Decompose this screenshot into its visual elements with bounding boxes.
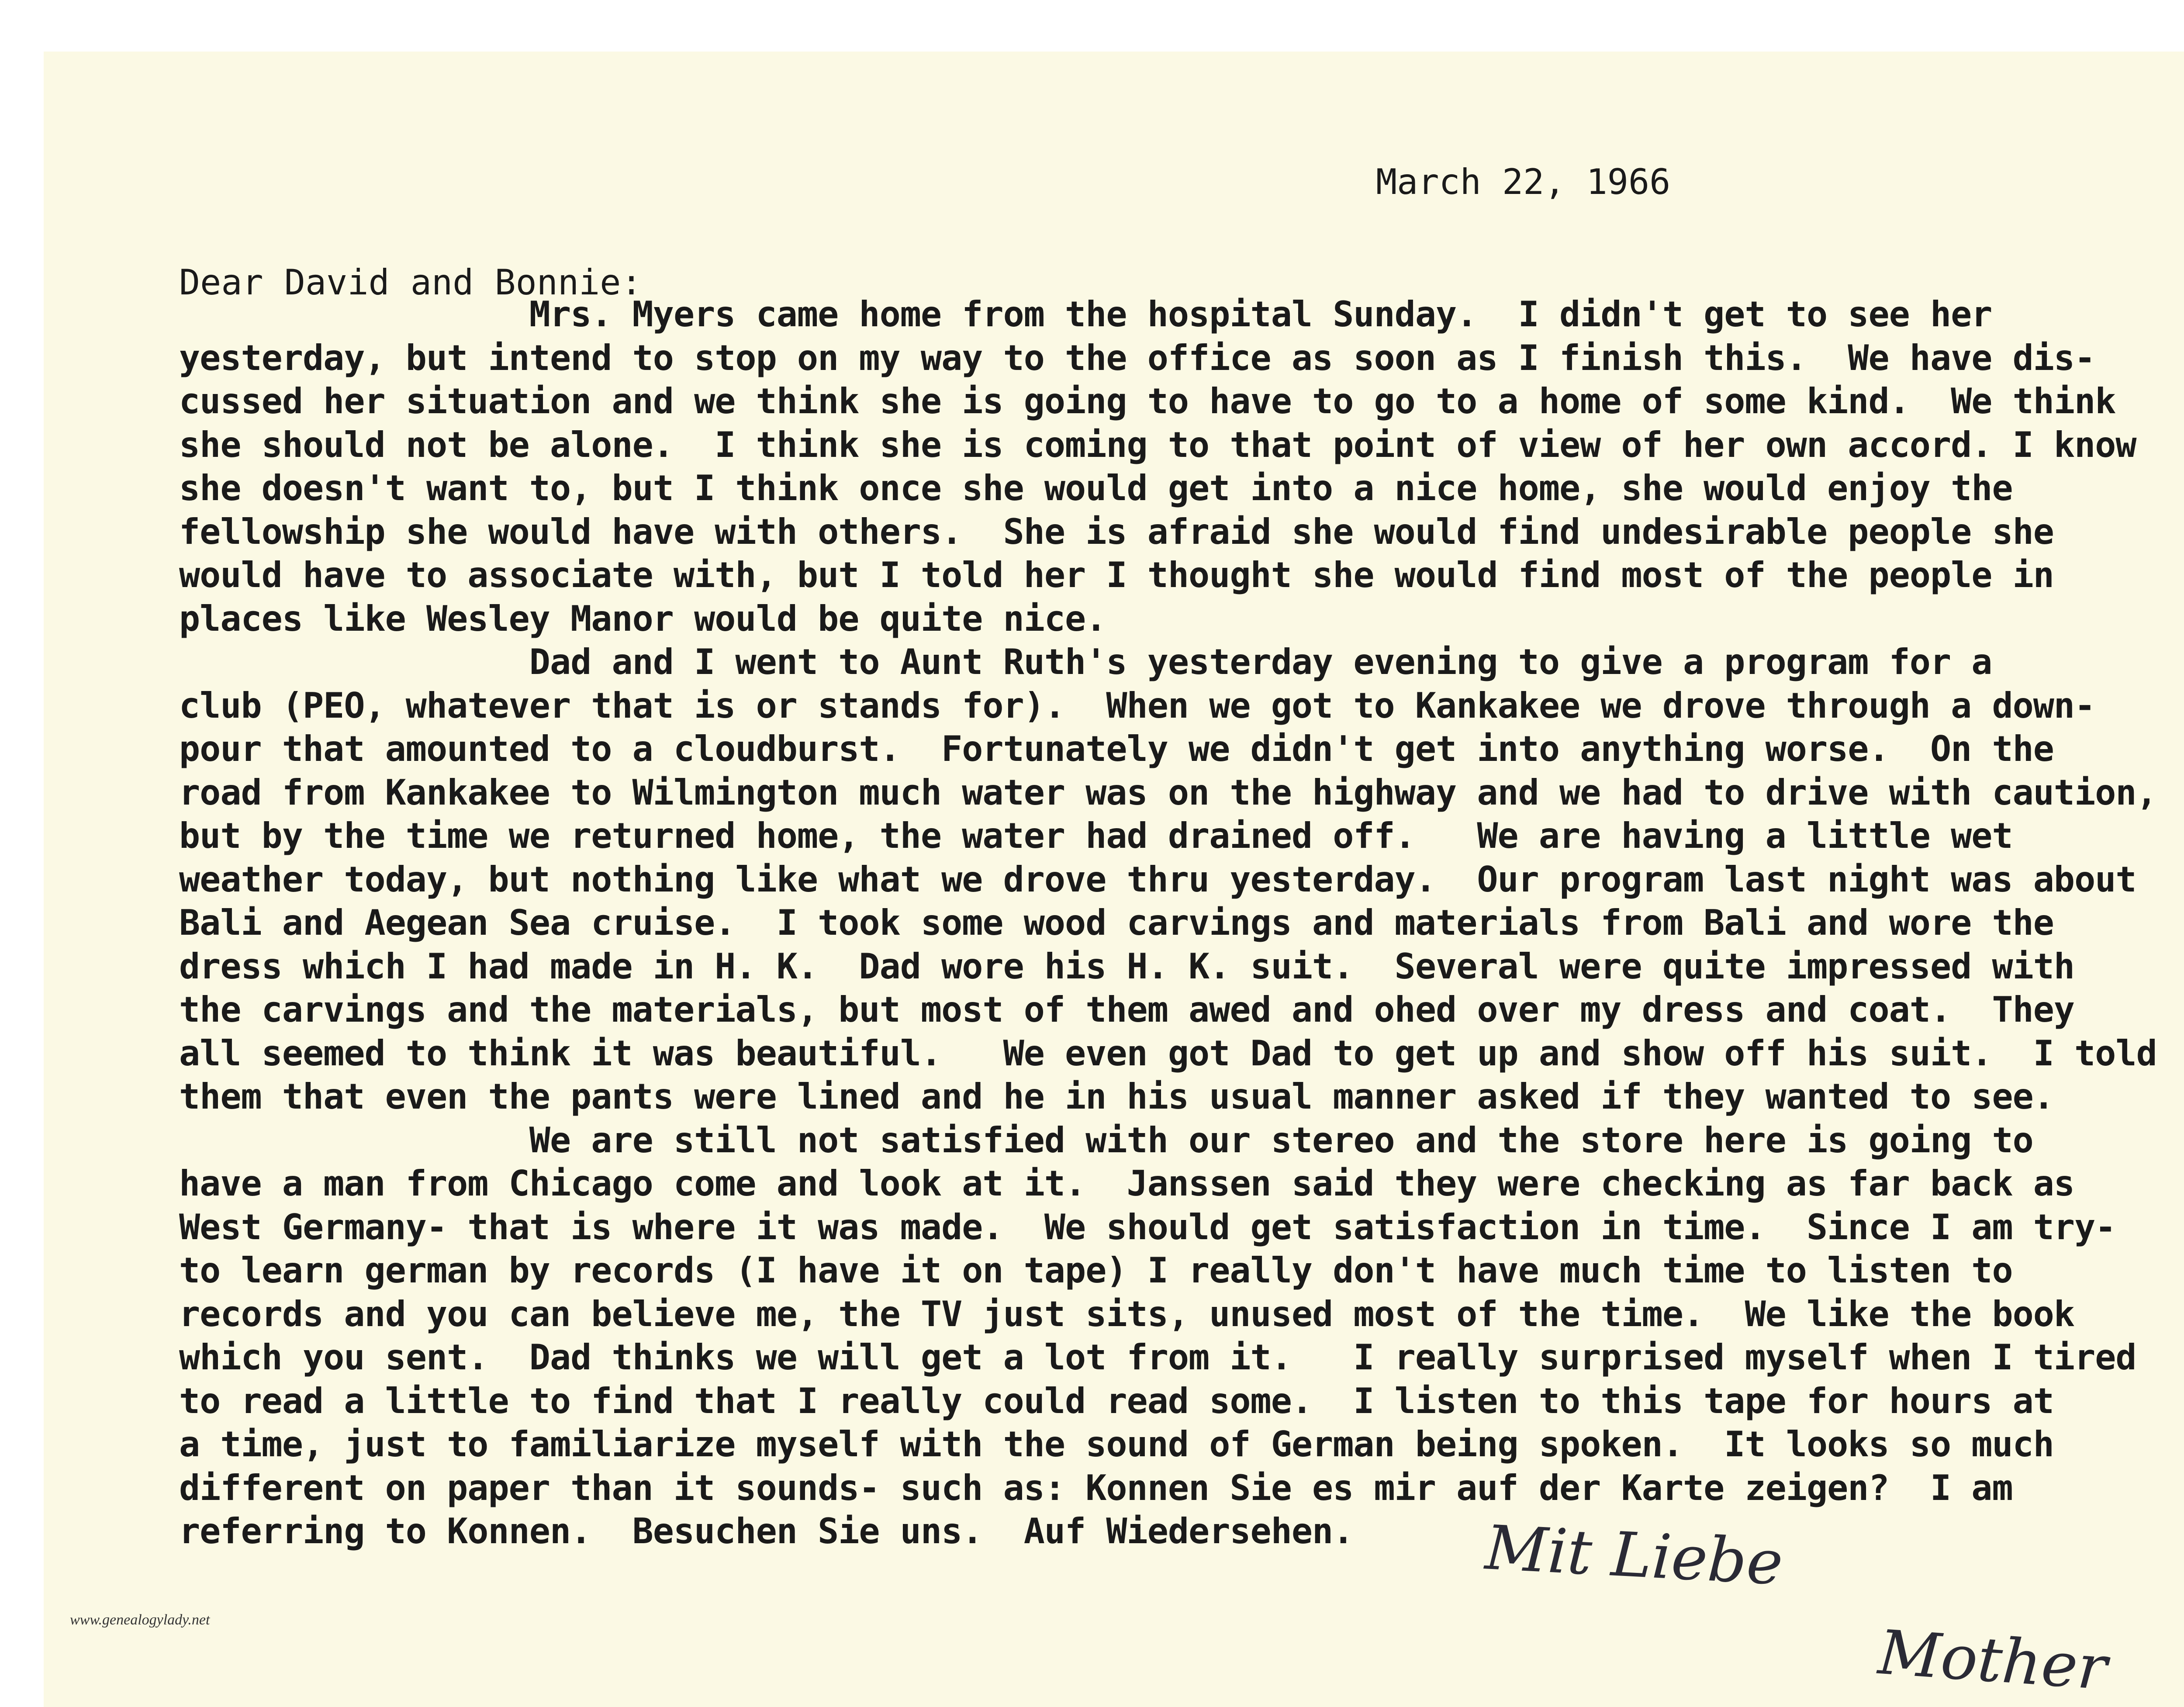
letter-line: but by the time we returned home, the water had drained off. We are having a little wet xyxy=(179,815,2013,856)
letter-line: weather today, but nothing like what we drove thru yesterday. Our program last night was about xyxy=(179,859,2136,900)
letter-line: records and you can believe me, the TV just sits, unused most of the time. We like the book xyxy=(179,1293,2075,1334)
watermark: www.genealogylady.net xyxy=(70,1612,210,1628)
letter-line: them that even the pants were lined and he in his usual manner asked if they wanted to see. xyxy=(179,1076,2054,1117)
handwritten-signature: Mother xyxy=(1876,1617,2109,1704)
letter-line: have a man from Chicago come and look at it. Janssen said they were checking as far back as xyxy=(179,1163,2075,1204)
letter-line: We are still not satisfied with our stereo and the store here is going to xyxy=(179,1120,2033,1161)
letter-line: which you sent. Dad thinks we will get a lot from it. I really surprised myself when I tired xyxy=(179,1337,2136,1378)
letter-line: road from Kankakee to Wilmington much water was on the highway and we had to drive with caution, xyxy=(179,772,2157,813)
letter-line: the carvings and the materials, but most of them awed and ohed over my dress and coat. They xyxy=(179,989,2075,1030)
letter-line: Bali and Aegean Sea cruise. I took some wood carvings and materials from Bali and wore the xyxy=(179,902,2054,943)
letter-line: dress which I had made in H. K. Dad wore his H. K. suit. Several were quite impressed with xyxy=(179,946,2075,987)
letter-line: all seemed to think it was beautiful. We even got Dad to get up and show off his suit. I told xyxy=(179,1033,2157,1074)
letter-line: pour that amounted to a cloudburst. Fortunately we didn't get into anything worse. On the xyxy=(179,729,2054,769)
salutation: Dear David and Bonnie: xyxy=(179,262,642,303)
letter-line: Dad and I went to Aunt Ruth's yesterday evening to give a program for a xyxy=(179,642,1992,682)
letter-line: would have to associate with, but I told her I thought she would find most of the people in xyxy=(179,555,2054,595)
letter-line: yesterday, but intend to stop on my way to the office as soon as I finish this. We have dis- xyxy=(179,337,2095,378)
letter-line: she doesn't want to, but I think once she would get into a nice home, she would enjoy the xyxy=(179,468,2013,508)
letter-line: referring to Konnen. Besuchen Sie uns. Auf Wiedersehen. xyxy=(179,1511,1354,1552)
letter-line: to read a little to find that I really could read some. I listen to this tape for hours at xyxy=(179,1380,2054,1421)
letter-body xyxy=(179,293,2184,1553)
letter-line: Mrs. Myers came home from the hospital Sunday. I didn't get to see her xyxy=(179,294,1992,335)
letter-line: club (PEO, whatever that is or stands for). When we got to Kankakee we drove through a down- xyxy=(179,685,2095,726)
letter-line: places like Wesley Manor would be quite nice. xyxy=(179,598,1106,639)
letter-line: fellowship she would have with others. She is afraid she would find undesirable people she xyxy=(179,511,2054,552)
letter-line: West Germany- that is where it was made. We should get satisfaction in time. Since I am try- xyxy=(179,1206,2116,1247)
letter-line: cussed her situation and we think she is going to have to go to a home of some kind. We think xyxy=(179,381,2116,422)
letter-line: she should not be alone. I think she is coming to that point of view of her own accord. I know xyxy=(179,424,2136,465)
letter-line: different on paper than it sounds- such as: Konnen Sie es mir auf der Karte zeigen? I am xyxy=(179,1467,2013,1508)
letter-date: March 22, 1966 xyxy=(1376,162,1671,202)
handwritten-closing: Mit Liebe xyxy=(1483,1512,1785,1599)
letter-line: to learn german by records (I have it on tape) I really don't have much time to listen to xyxy=(179,1250,2013,1291)
letter-line: a time, just to familiarize myself with the sound of German being spoken. It looks so much xyxy=(179,1424,2054,1465)
